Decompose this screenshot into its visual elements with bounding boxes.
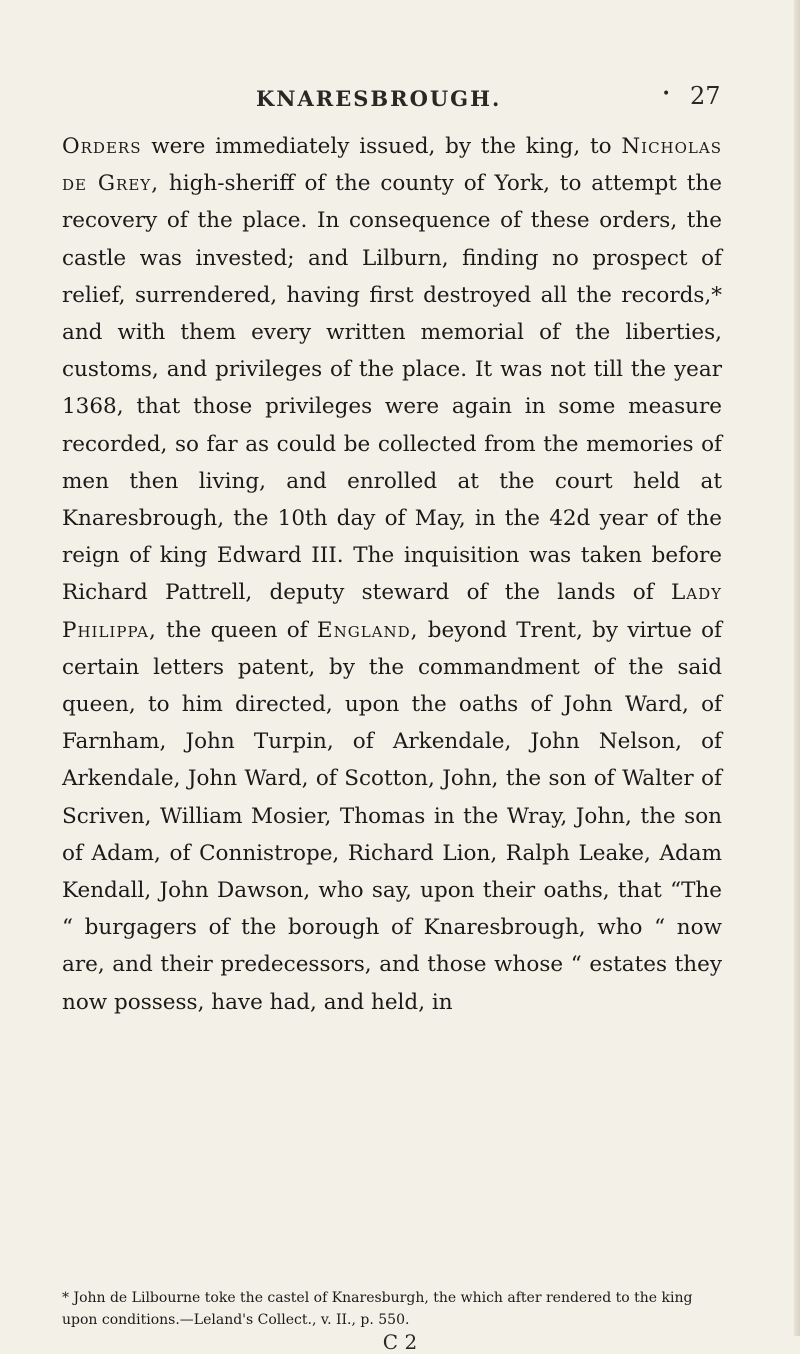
page-number: • 27: [690, 82, 721, 110]
body-text-1: were immediately issued, by the king, to: [141, 134, 622, 159]
body-text-3: the queen of: [156, 617, 317, 643]
name-lady-philippa: Lady Philippa,: [62, 580, 722, 643]
body-text-2: high-sheriff of the county of York, to attempt the recovery of the place. In consequence of these orders, the castle was invested; and Lilburn, finding no prospect of relief, surrendered, having first destroyed all the records,* and with them every written memorial of the liberties, customs, and privileges of the place. It was not till the year 1368, that those privileges were again in some measure recorded, so far as could be collected from the memories of men then living, and enrolled at the court held at Knaresbrough, the 10th day of May, in the 42d year of the reign of king Edward III. The inquisition was taken before Richard Pattrell, deputy steward of the lands of: [62, 171, 722, 606]
lead-word-orders: Orders: [62, 134, 142, 159]
footnote: * John de Lilbourne toke the castel of Knaresburgh, the which after rendered to the king upon conditions.—Leland's Collect., v. II., p. 550.: [62, 1290, 693, 1328]
body-paragraph: [62, 128, 722, 1021]
body-text-4: beyond Trent, by virtue of certain letters patent, by the commandment of the said queen, to him directed, upon the oaths of John Ward, of Farnham, John Turpin, of Arkendale, John Nelson, of Arkendale, John Ward, of Scotton, John, the son of Walter of Scriven, William Mosier, Thomas in the Wray, John, the son of Adam, of Connistrope, Richard Lion, Ralph Leake, Adam Kendall, John Dawson, who say, upon their oaths, that “The “ burgagers of the borough of Knaresbrough, who “ now are, and their predecessors, and those whose “ estates they now possess, have had, and held, in: [62, 617, 723, 1015]
running-head: [0, 82, 800, 116]
name-nicholas-de-grey: Nicholas de Grey,: [62, 134, 722, 197]
signature-mark: C 2: [382, 1330, 418, 1354]
name-england: England,: [316, 617, 419, 643]
page-edge: [794, 0, 800, 1336]
running-title: KNARESBROUGH.: [256, 86, 502, 111]
